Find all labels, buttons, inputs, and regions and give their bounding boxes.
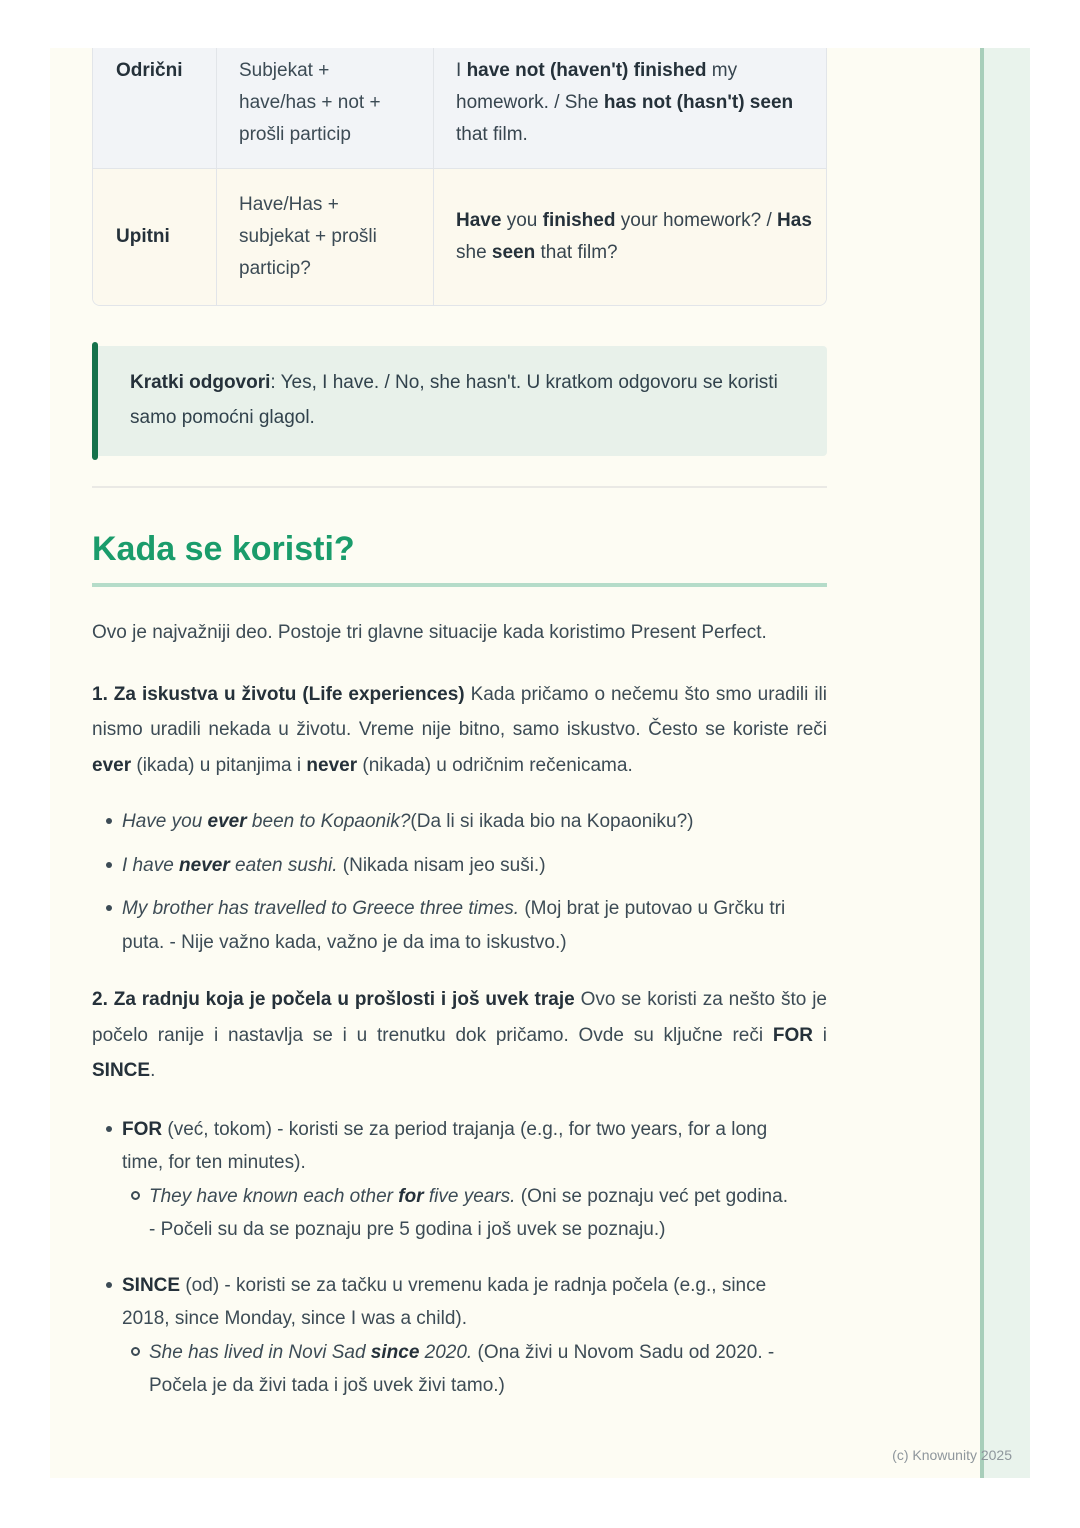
list-item — [92, 892, 827, 959]
table-cell-example — [433, 168, 826, 305]
sublist-item — [122, 1336, 827, 1403]
section-title-underline — [92, 583, 827, 587]
sublist-item — [122, 1180, 827, 1247]
section-divider — [92, 486, 827, 488]
list-item-text: SINCE (od) - koristi se za tačku u vremenu kada je radnja počela (e.g., since 2018, since Monday, since I was a child). — [122, 1274, 767, 1329]
structure-text: Have/Has + subjekat + prošli particip? — [239, 194, 377, 279]
table-cell-example — [433, 48, 826, 168]
document-page — [50, 48, 1030, 1478]
use1-example-list — [92, 805, 827, 959]
note-callout — [92, 346, 827, 456]
section-title: Kada se koristi? — [92, 530, 355, 568]
callout-text: Kratki odgovori: Yes, I have. / No, she hasn't. U kratkom odgovoru se koristi samo pomoćni glagol. — [130, 372, 778, 428]
list-item-since — [92, 1269, 827, 1403]
list-item-text: They have known each other for five years. (Oni se poznaju već pet godina. - Počeli su da se poznaju pre 5 godina i još uvek se poznaju.) — [149, 1185, 788, 1240]
list-item-text: FOR (već, tokom) - koristi se za period trajanja (e.g., for two years, for a long time, for ten minutes). — [122, 1118, 768, 1173]
table-row-label: Odrični — [93, 48, 216, 168]
list-item — [92, 849, 827, 883]
list-item-text: My brother has travelled to Greece three times. (Moj brat je putovao u Grčku tri puta. - Nije važno kada, važno je da ima to iskustvo.) — [122, 898, 786, 953]
page-content — [92, 48, 827, 1403]
for-example-sublist — [122, 1180, 827, 1247]
example-text: I have not (haven't) finished my homework. / She has not (hasn't) seen that film. — [456, 60, 794, 145]
list-item-for — [92, 1113, 827, 1247]
list-item — [92, 805, 827, 839]
table-row-label: Upitni — [93, 168, 216, 305]
grammar-table — [92, 48, 827, 306]
table-cell-structure — [216, 168, 433, 305]
structure-text: Subjekat + have/has + not + prošli particip — [239, 60, 381, 145]
use1-paragraph: 1. Za iskustva u životu (Life experiences) Kada pričamo o nečemu što smo uradili ili nismo uradili nekada u životu. Vreme nije bitno, samo iskustvo. Često se koriste reči ever (ikada) u pitanjima i never (nikada) u odričnim rečenicama. — [92, 683, 828, 776]
table-cell-structure — [216, 48, 433, 168]
use2-keyword-list — [92, 1113, 827, 1403]
since-example-sublist — [122, 1336, 827, 1403]
copyright-footer: (c) Knowunity 2025 — [892, 1447, 1012, 1463]
callout-accent-bar — [92, 342, 98, 460]
list-item-text: I have never eaten sushi. (Nikada nisam jeo suši.) — [122, 854, 546, 876]
example-text: Have you finished your homework? / Has she seen that film? — [456, 210, 812, 263]
intro-paragraph: Ovo je najvažniji deo. Postoje tri glavne situacije kada koristimo Present Perfect. — [92, 622, 767, 643]
list-item-text: Have you ever been to Kopaonik?(Da li si ikada bio na Kopaoniku?) — [122, 811, 694, 832]
list-item-text: She has lived in Novi Sad since 2020. (Ona živi u Novom Sadu od 2020. - Počela je da živi tada i još uvek živi tamo.) — [149, 1341, 775, 1396]
right-margin-strip — [980, 48, 1030, 1478]
use2-paragraph: 2. Za radnju koja je počela u prošlosti i još uvek traje Ovo se koristi za nešto što je počelo ranije i nastavlja se i u trenutku dok pričamo. Ovde su ključne reči FOR i SINCE. — [92, 989, 828, 1081]
